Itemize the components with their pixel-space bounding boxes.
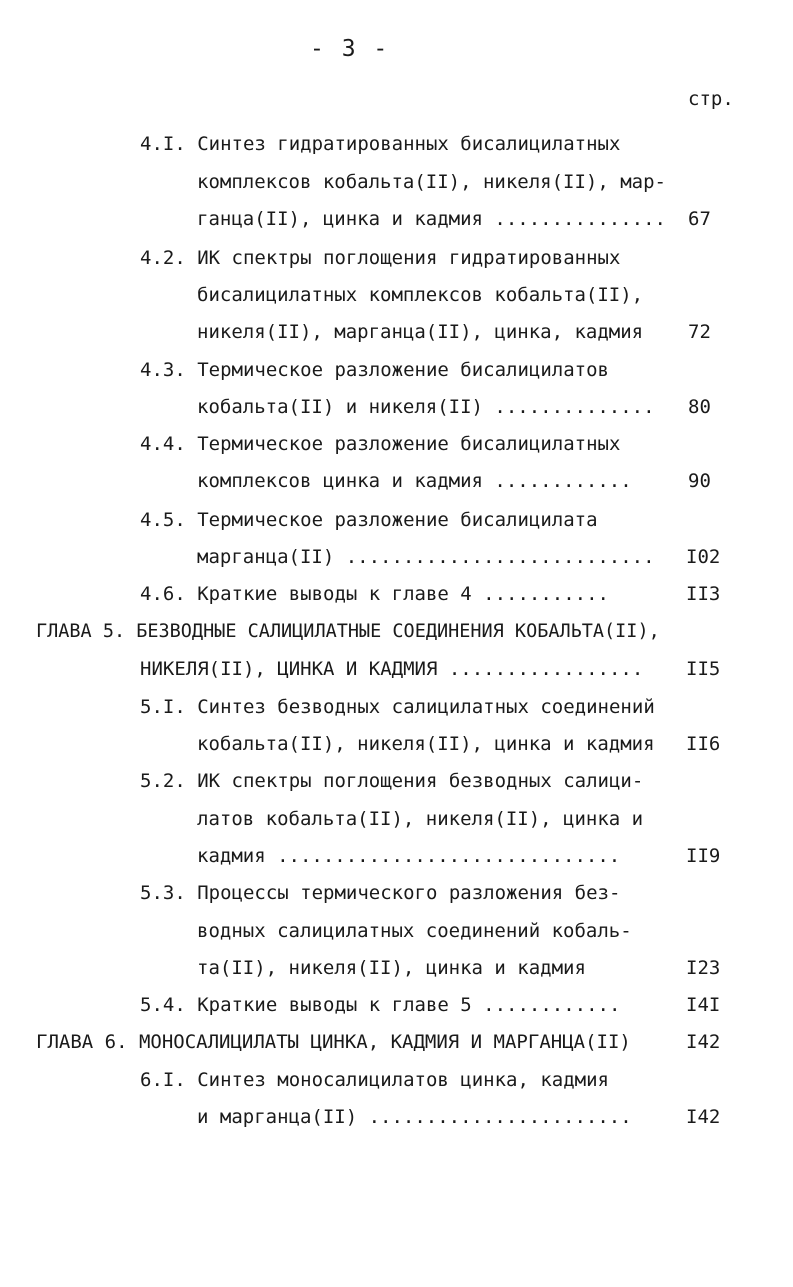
toc-line: 5.I. Синтез безводных салицилатных соединений: [140, 696, 655, 718]
toc-page: I23: [686, 957, 721, 979]
toc-line: комплексов кобальта(II), никеля(II), мар-: [197, 171, 666, 193]
page-number: - 3 -: [310, 36, 390, 62]
toc-line: 4.6. Краткие выводы к главе 4 ...........: [140, 583, 609, 605]
toc-chapter-line: НИКЕЛЯ(II), ЦИНКА И КАДМИЯ .................: [140, 658, 644, 680]
toc-line: 4.3. Термическое разложение бисалицилатов: [140, 359, 609, 381]
toc-line: 5.3. Процессы термического разложения без-: [140, 882, 621, 904]
toc-page: 80: [688, 396, 711, 418]
toc-page: I42: [686, 1031, 721, 1053]
toc-line: ганца(II), цинка и кадмия ...............: [197, 208, 666, 230]
toc-line: никеля(II), марганца(II), цинка, кадмия: [197, 321, 644, 343]
pages-label: стр.: [688, 88, 734, 110]
toc-line: кобальта(II), никеля(II), цинка и кадмия: [197, 733, 655, 755]
toc-chapter-line: ГЛАВА 5. БЕЗВОДНЫЕ САЛИЦИЛАТНЫЕ СОЕДИНЕНИЯ КОБАЛЬТА(II),: [36, 621, 660, 642]
toc-page: I42: [686, 1106, 721, 1128]
toc-line: 5.4. Краткие выводы к главе 5 ............: [140, 994, 621, 1016]
toc-line: 5.2. ИК спектры поглощения безводных салици-: [140, 770, 644, 792]
toc-line: и марганца(II) .......................: [197, 1106, 632, 1128]
toc-line: кобальта(II) и никеля(II) ..............: [197, 396, 655, 418]
toc-page: II5: [686, 658, 721, 680]
toc-page: I4I: [686, 994, 721, 1016]
toc-page: II3: [686, 583, 721, 605]
toc-line: 4.I. Синтез гидратированных бисалицилатных: [140, 133, 621, 155]
toc-line: водных салицилатных соединений кобаль-: [197, 920, 632, 942]
toc-line: 4.4. Термическое разложение бисалицилатных: [140, 433, 621, 455]
toc-line: 4.5. Термическое разложение бисалицилата: [140, 509, 598, 531]
toc-line: комплексов цинка и кадмия ............: [197, 470, 632, 492]
toc-page: 90: [688, 470, 711, 492]
toc-line: 4.2. ИК спектры поглощения гидратированных: [140, 247, 621, 269]
toc-line: кадмия ..............................: [197, 845, 621, 867]
toc-line: та(II), никеля(II), цинка и кадмия: [197, 957, 586, 979]
toc-line: марганца(II) ...........................: [197, 546, 655, 568]
toc-page: II9: [686, 845, 721, 867]
toc-page: 67: [688, 208, 711, 230]
toc-page: 72: [688, 321, 711, 343]
toc-line: латов кобальта(II), никеля(II), цинка и: [197, 808, 644, 830]
toc-chapter-line: ГЛАВА 6. МОНОСАЛИЦИЛАТЫ ЦИНКА, КАДМИЯ И МАРГАНЦА(II): [36, 1031, 631, 1053]
toc-page: II6: [686, 733, 721, 755]
toc-page: I02: [686, 546, 721, 568]
toc-line: 6.I. Синтез моносалицилатов цинка, кадмия: [140, 1069, 609, 1091]
toc-line: бисалицилатных комплексов кобальта(II),: [197, 284, 644, 306]
